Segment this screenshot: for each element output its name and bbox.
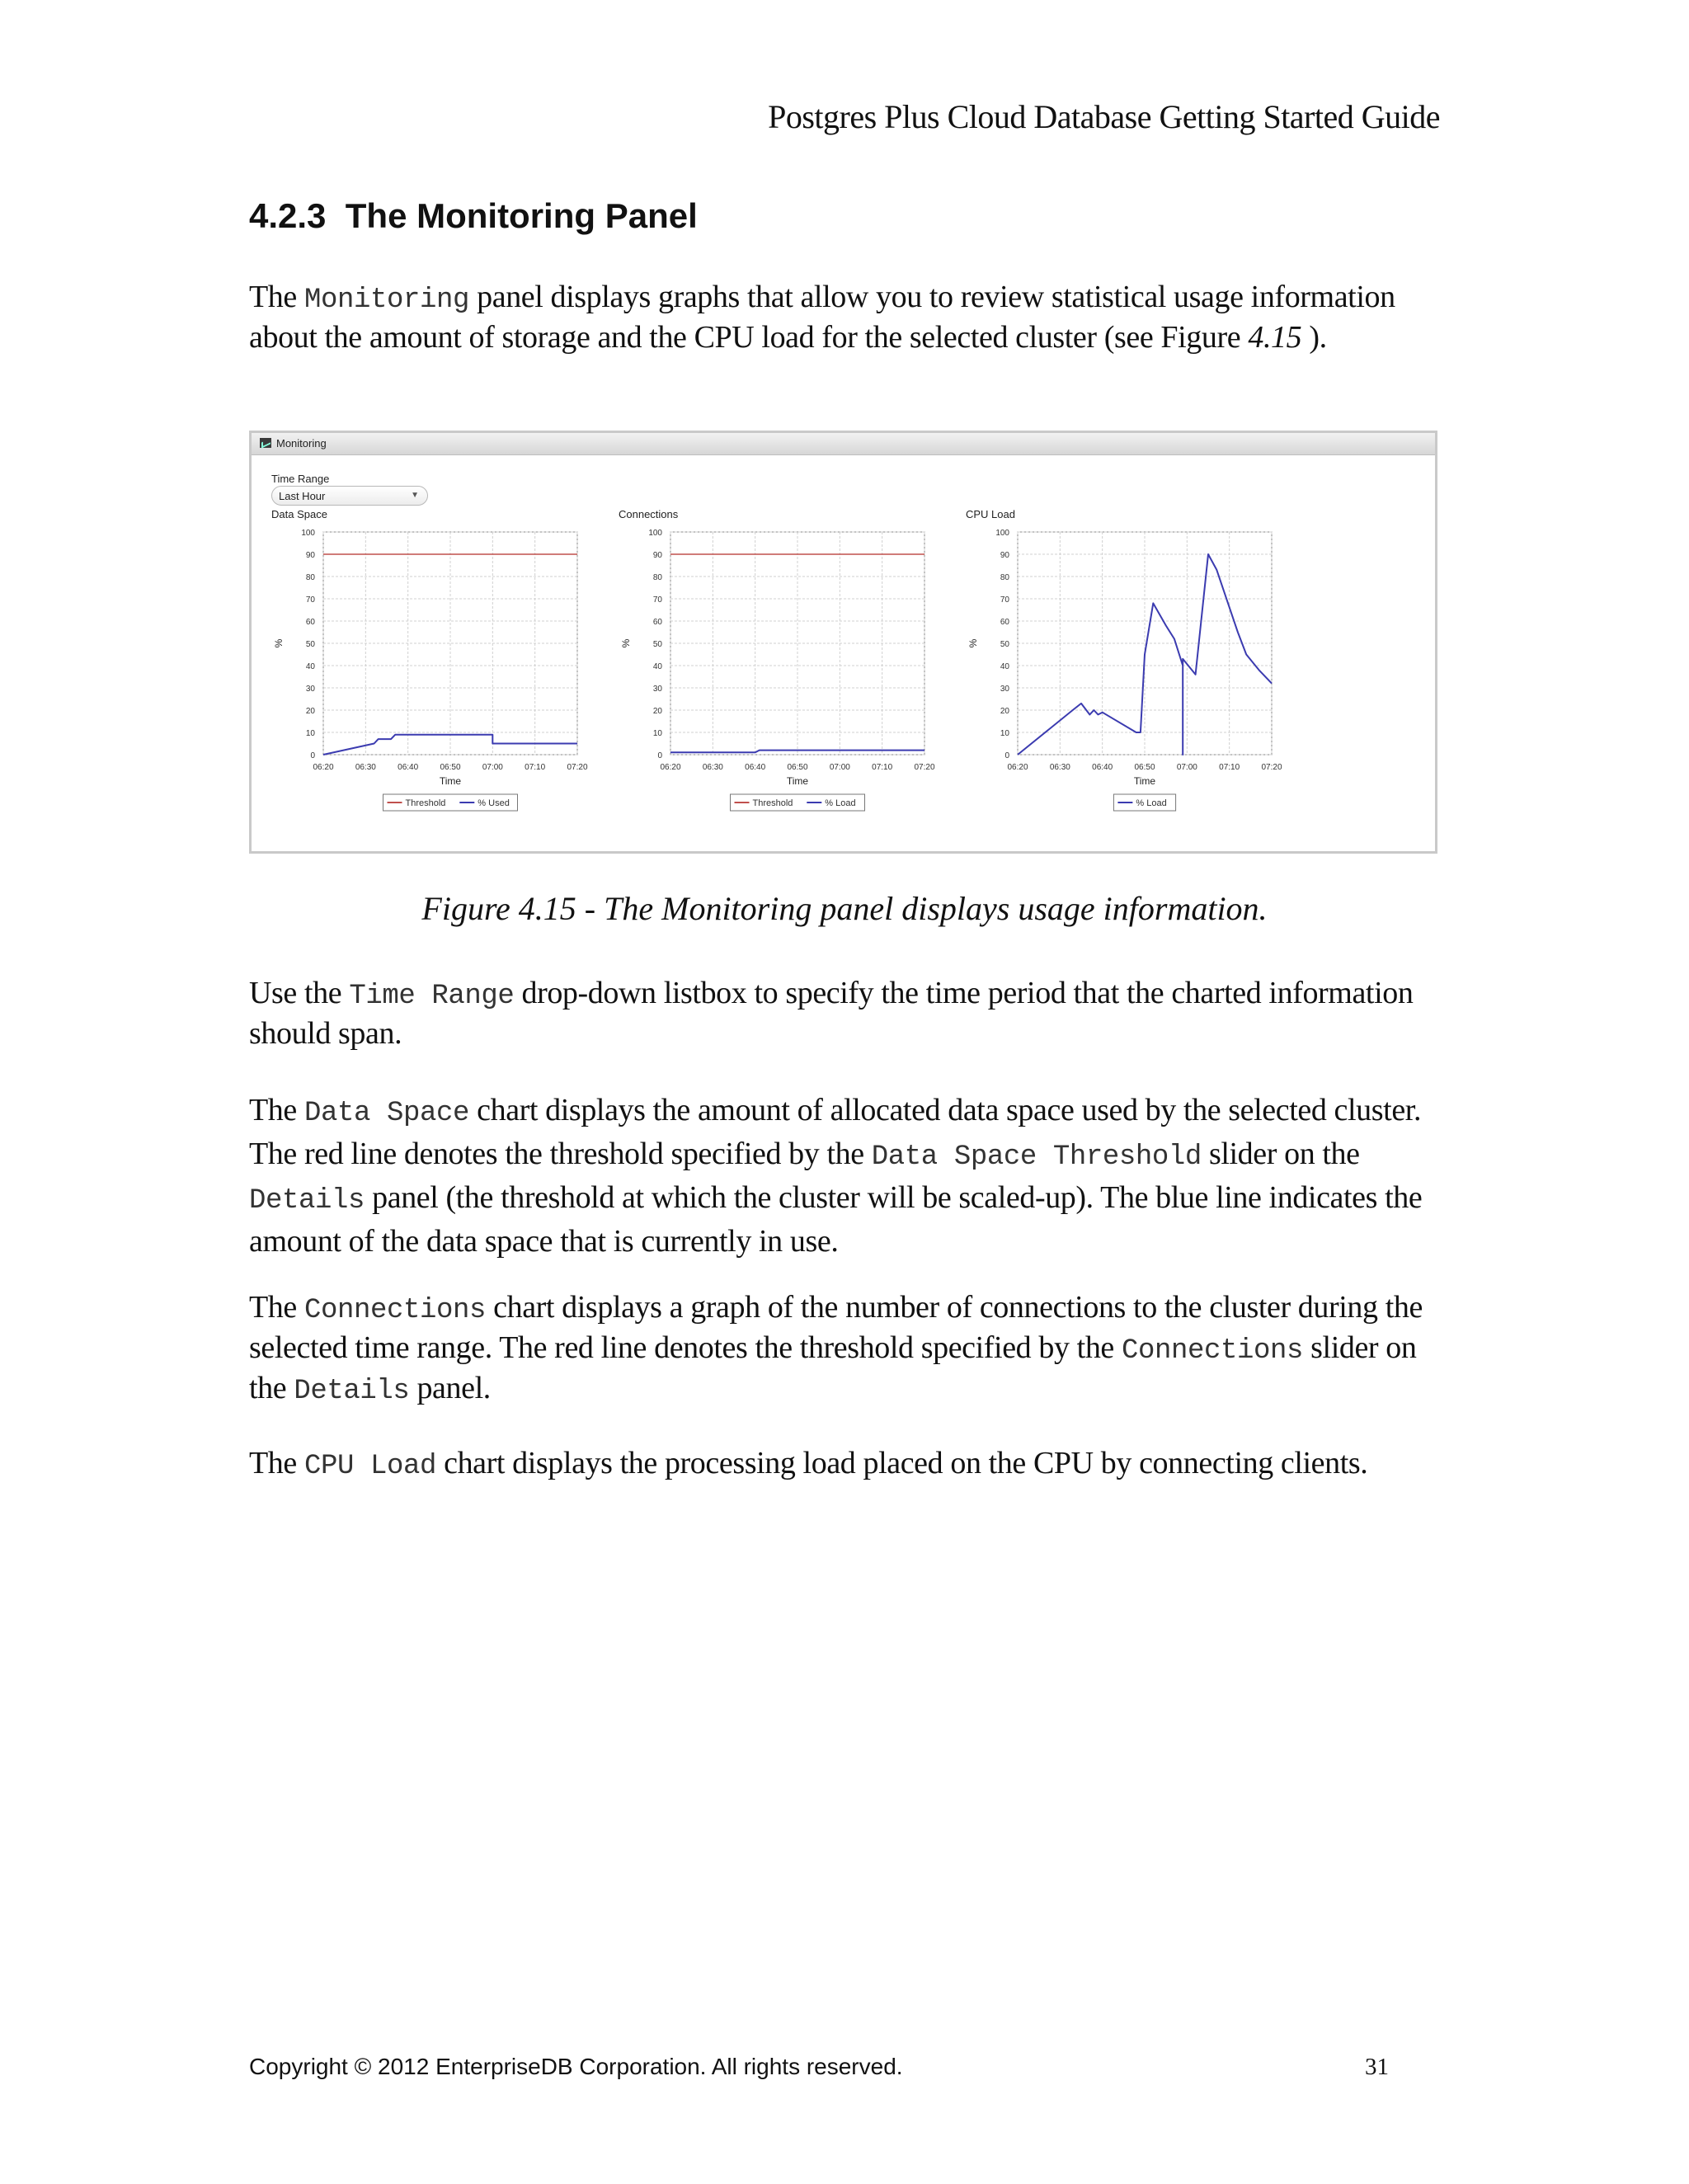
y-axis-label: % <box>620 638 632 648</box>
x-tick-label: 06:50 <box>1134 763 1155 772</box>
y-tick-label: 20 <box>652 707 662 716</box>
text: chart displays the processing load placed on the CPU by connecting clients. <box>436 1446 1368 1480</box>
figure-reference: 4.15 <box>1248 320 1302 355</box>
monitoring-panel-figure <box>249 431 1437 854</box>
y-tick-label: 40 <box>1000 662 1009 671</box>
y-tick-label: 70 <box>652 595 662 605</box>
x-tick-label: 06:40 <box>745 763 766 772</box>
text: slider on the <box>1201 1137 1360 1171</box>
x-tick-label: 07:00 <box>829 763 850 772</box>
x-axis-label: Time <box>1133 775 1156 787</box>
time-range-value: Last Hour <box>279 490 326 502</box>
legend-label: Threshold <box>752 798 793 808</box>
code-data-space-threshold: Data Space Threshold <box>871 1141 1202 1173</box>
panel-title: Monitoring <box>276 437 327 450</box>
page-number: 31 <box>1365 2054 1389 2080</box>
connections-chart <box>612 433 958 856</box>
paragraph-intro <box>249 279 1445 356</box>
chart-title: Data Space <box>271 508 327 520</box>
data-space-chart <box>265 433 611 856</box>
y-tick-label: 60 <box>652 618 662 627</box>
x-tick-label: 06:20 <box>1007 763 1028 772</box>
code-monitoring: Monitoring <box>303 285 470 316</box>
y-tick-label: 50 <box>652 640 662 649</box>
text: panel (the threshold at which the cluster will be scaled-up). The blue line indicates the amount of the data space that is currently in use. <box>249 1180 1423 1259</box>
code-details: Details <box>249 1185 365 1217</box>
x-tick-label: 06:30 <box>1049 763 1070 772</box>
y-tick-label: 40 <box>305 662 315 671</box>
text: slider on the <box>249 1330 1417 1405</box>
y-axis-label: % <box>273 638 285 648</box>
y-tick-label: 70 <box>305 595 315 605</box>
code-connections: Connections <box>303 1295 487 1326</box>
x-tick-label: 07:10 <box>872 763 893 772</box>
y-tick-label: 10 <box>1000 729 1009 738</box>
y-tick-label: 0 <box>310 751 315 760</box>
chart-title: CPU Load <box>966 508 1015 520</box>
x-tick-label: 06:30 <box>702 763 723 772</box>
y-tick-label: 0 <box>1004 751 1009 760</box>
x-tick-label: 06:20 <box>660 763 681 772</box>
y-tick-label: 50 <box>305 640 315 649</box>
text: The <box>249 1446 304 1480</box>
x-tick-label: 06:40 <box>1092 763 1113 772</box>
time-range-label: Time Range <box>271 473 330 485</box>
y-tick-label: 20 <box>305 707 315 716</box>
paragraph-data-space <box>249 1090 1445 1262</box>
y-tick-label: 100 <box>301 529 315 538</box>
y-tick-label: 100 <box>995 529 1009 538</box>
y-tick-label: 30 <box>305 685 315 694</box>
text: The <box>249 1093 304 1127</box>
y-tick-label: 80 <box>305 573 315 582</box>
legend-label: % Load <box>1136 798 1167 808</box>
text: chart displays a graph of the number of connections to the cluster during the selected time range. The red line denotes the threshold specified by the <box>249 1290 1423 1365</box>
x-tick-label: 07:00 <box>1176 763 1197 772</box>
y-axis-label: % <box>967 638 979 648</box>
text: The <box>249 1290 304 1325</box>
section-title: The Monitoring Panel <box>345 196 698 235</box>
y-tick-label: 10 <box>305 729 315 738</box>
chevron-down-icon: ▼ <box>411 491 419 500</box>
y-tick-label: 10 <box>652 729 662 738</box>
legend-label: % Used <box>478 798 510 808</box>
x-tick-label: 07:10 <box>525 763 546 772</box>
cpu-load-chart <box>959 433 1306 856</box>
figure-caption: Figure 4.15 - The Monitoring panel displays usage information. <box>421 890 1268 927</box>
footer-copyright: Copyright © 2012 EnterpriseDB Corporation. All rights reserved. <box>249 2054 903 2079</box>
y-tick-label: 90 <box>652 551 662 560</box>
code-time-range: Time Range <box>349 981 515 1012</box>
x-tick-label: 06:20 <box>313 763 334 772</box>
legend-label: % Load <box>825 798 856 808</box>
x-axis-label: Time <box>786 775 809 787</box>
y-tick-label: 20 <box>1000 707 1009 716</box>
text: ). <box>1301 320 1327 355</box>
y-tick-label: 100 <box>648 529 662 538</box>
x-tick-label: 07:20 <box>1261 763 1282 772</box>
y-tick-label: 40 <box>652 662 662 671</box>
y-tick-label: 50 <box>1000 640 1009 649</box>
y-tick-label: 30 <box>1000 685 1009 694</box>
section-number: 4.2.3 <box>249 196 327 235</box>
y-tick-label: 60 <box>305 618 315 627</box>
legend-label: Threshold <box>405 798 446 808</box>
text: drop-down listbox to specify the time period that the charted information should span. <box>249 976 1414 1051</box>
paragraph-time-range <box>249 975 1445 1052</box>
code-cpu-load: CPU Load <box>303 1451 437 1482</box>
x-tick-label: 07:20 <box>914 763 935 772</box>
y-tick-label: 90 <box>305 551 315 560</box>
y-tick-label: 60 <box>1000 618 1009 627</box>
paragraph-cpu-load <box>249 1445 1445 1485</box>
x-tick-label: 07:20 <box>567 763 588 772</box>
code-data-space: Data Space <box>303 1098 470 1129</box>
y-tick-label: 80 <box>652 573 662 582</box>
x-axis-label: Time <box>439 775 462 787</box>
x-tick-label: 06:30 <box>355 763 376 772</box>
x-tick-label: 06:40 <box>398 763 419 772</box>
section-heading <box>249 196 698 236</box>
running-header: Postgres Plus Cloud Database Getting Started Guide <box>768 98 1440 135</box>
text: The <box>249 280 304 314</box>
y-tick-label: 0 <box>657 751 662 760</box>
text: Use the <box>249 976 350 1010</box>
y-tick-label: 30 <box>652 685 662 694</box>
y-tick-label: 90 <box>1000 551 1009 560</box>
code-details: Details <box>294 1376 410 1407</box>
chart-title: Connections <box>619 508 679 520</box>
y-tick-label: 70 <box>1000 595 1009 605</box>
x-tick-label: 06:50 <box>440 763 461 772</box>
text: panel displays graphs that allow you to review statistical usage information about the amount of storage and the CPU load for the selected cluster (see Figure <box>249 280 1395 355</box>
text: chart displays the amount of allocated data space used by the selected cluster. The red line denotes the threshold specified by the <box>249 1093 1422 1171</box>
paragraph-connections <box>249 1289 1445 1410</box>
text: panel. <box>409 1371 491 1405</box>
x-tick-label: 06:50 <box>787 763 808 772</box>
y-tick-label: 80 <box>1000 573 1009 582</box>
code-connections-slider: Connections <box>1122 1335 1304 1367</box>
x-tick-label: 07:00 <box>482 763 503 772</box>
x-tick-label: 07:10 <box>1219 763 1240 772</box>
